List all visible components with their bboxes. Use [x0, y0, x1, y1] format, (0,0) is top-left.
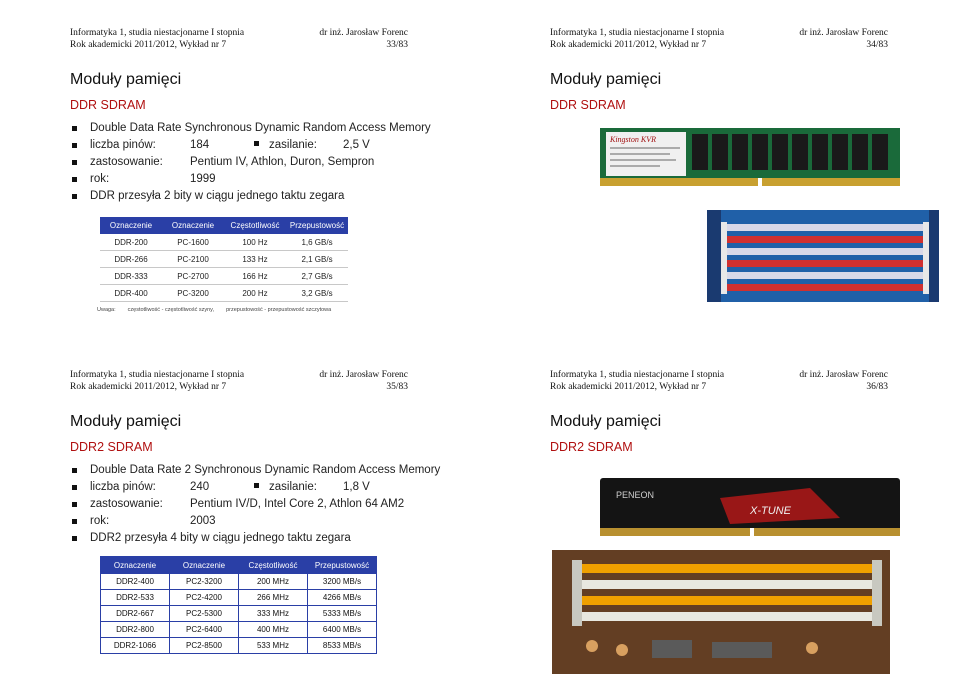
page-number: 35/83: [386, 382, 408, 392]
module-model: X-TUNE: [750, 505, 791, 517]
slide-subtitle: DDR SDRAM: [70, 98, 146, 112]
list-item: rok: 1999: [70, 171, 431, 188]
list-item: Double Data Rate 2 Synchronous Dynamic Random Access Memory: [70, 462, 440, 479]
list-item: rok: 2003: [70, 513, 440, 530]
slide-subtitle: DDR2 SDRAM: [550, 440, 633, 454]
ddr2-motherboard-image: [552, 550, 890, 674]
list-item: liczba pinów: 184 zasilanie: 2,5 V: [70, 137, 431, 154]
bullet-square-icon: [72, 177, 77, 182]
list-item: liczba pinów: 240 zasilanie: 1,8 V: [70, 479, 440, 496]
bullet-square-icon: [72, 143, 77, 148]
header-course: Informatyka 1, studia niestacjonarne I stopnia: [70, 370, 245, 380]
bullet-square-icon: [254, 483, 259, 488]
table-row: DDR-200 PC-1600 100 Hz 1,6 GB/s: [100, 234, 348, 251]
ddr-module-image: [600, 128, 900, 190]
header-course: Informatyka 1, studia niestacjonarne I stopnia: [70, 28, 245, 38]
bullet-square-icon: [72, 468, 77, 473]
table-header: Przepustowość: [308, 557, 377, 574]
bullet-square-icon: [254, 141, 259, 146]
slide-36: [480, 342, 958, 682]
slide-title: Moduły pamięci: [70, 71, 182, 88]
list-item: zastosowanie: Pentium IV/D, Intel Core 2, Athlon 64 AM2: [70, 496, 440, 513]
table-note: Uwaga: częstotliwość - częstotliwość szyny, przepustowość - przepustowość szczytowa: [97, 307, 332, 313]
motherboard-image: [707, 210, 939, 302]
table-header: Oznaczenie: [101, 557, 170, 574]
list-item: Double Data Rate Synchronous Dynamic Random Access Memory: [70, 120, 431, 137]
header-year: Rok akademicki 2011/2012, Wykład nr 7: [550, 40, 707, 50]
header-author: dr inż. Jarosław Forenc: [799, 28, 888, 38]
bullet-square-icon: [72, 194, 77, 199]
slide-title: Moduły pamięci: [550, 71, 662, 88]
table-header: Częstotliwość: [239, 557, 308, 574]
slide-subtitle: DDR SDRAM: [550, 98, 626, 112]
header-author: dr inż. Jarosław Forenc: [799, 370, 888, 380]
header-year: Rok akademicki 2011/2012, Wykład nr 7: [70, 40, 227, 50]
module-brand: PENEON: [616, 490, 655, 500]
list-item: DDR przesyła 2 bity w ciągu jednego taktu zegara: [70, 188, 431, 205]
header-author: dr inż. Jarosław Forenc: [319, 370, 408, 380]
module-label: Kingston KVR: [610, 135, 657, 144]
table-header: Częstotliwość: [224, 217, 286, 234]
table-header: Oznaczenie: [170, 557, 239, 574]
header-year: Rok akademicki 2011/2012, Wykład nr 7: [550, 382, 707, 392]
ddr-table: [100, 217, 348, 302]
list-item: zastosowanie: Pentium IV, Athlon, Duron, Sempron: [70, 154, 431, 171]
header-course: Informatyka 1, studia niestacjonarne I stopnia: [550, 370, 725, 380]
bullet-square-icon: [72, 485, 77, 490]
table-row: DDR-400 PC-3200 200 Hz 3,2 GB/s: [100, 285, 348, 302]
slide-34: [480, 0, 958, 340]
list-item: DDR2 przesyła 4 bity w ciągu jednego taktu zegara: [70, 530, 440, 547]
header-course: Informatyka 1, studia niestacjonarne I stopnia: [550, 28, 725, 38]
slide-title: Moduły pamięci: [70, 413, 182, 430]
header-author: dr inż. Jarosław Forenc: [319, 28, 408, 38]
table-row: DDR2-400 PC2-3200 200 MHz 3200 MB/s: [101, 574, 377, 590]
table-header: Przepustowość: [286, 217, 348, 234]
table-row: DDR-333 PC-2700 166 Hz 2,7 GB/s: [100, 268, 348, 285]
table-header: Oznaczenie: [162, 217, 224, 234]
page-number: 36/83: [866, 382, 888, 392]
bullet-list: [70, 462, 440, 547]
table-row: DDR-266 PC-2100 133 Hz 2,1 GB/s: [100, 251, 348, 268]
bullet-square-icon: [72, 126, 77, 131]
bullet-square-icon: [72, 160, 77, 165]
slide-33: [0, 0, 478, 340]
table-row: DDR2-667 PC2-5300 333 MHz 5333 MB/s: [101, 606, 377, 622]
page-number: 33/83: [386, 40, 408, 50]
table-row: DDR2-800 PC2-6400 400 MHz 6400 MB/s: [101, 622, 377, 638]
ddr2-table: [100, 556, 377, 654]
page-number: 34/83: [866, 40, 888, 50]
header-year: Rok akademicki 2011/2012, Wykład nr 7: [70, 382, 227, 392]
bullet-list: [70, 120, 431, 205]
slide-title: Moduły pamięci: [550, 413, 662, 430]
table-header: Oznaczenie: [100, 217, 162, 234]
slide-subtitle: DDR2 SDRAM: [70, 440, 153, 454]
ddr2-module-image: [600, 478, 900, 540]
table-row: DDR2-533 PC2-4200 266 MHz 4266 MB/s: [101, 590, 377, 606]
table-row: DDR2-1066 PC2-8500 533 MHz 8533 MB/s: [101, 638, 377, 654]
bullet-square-icon: [72, 536, 77, 541]
bullet-square-icon: [72, 502, 77, 507]
bullet-square-icon: [72, 519, 77, 524]
